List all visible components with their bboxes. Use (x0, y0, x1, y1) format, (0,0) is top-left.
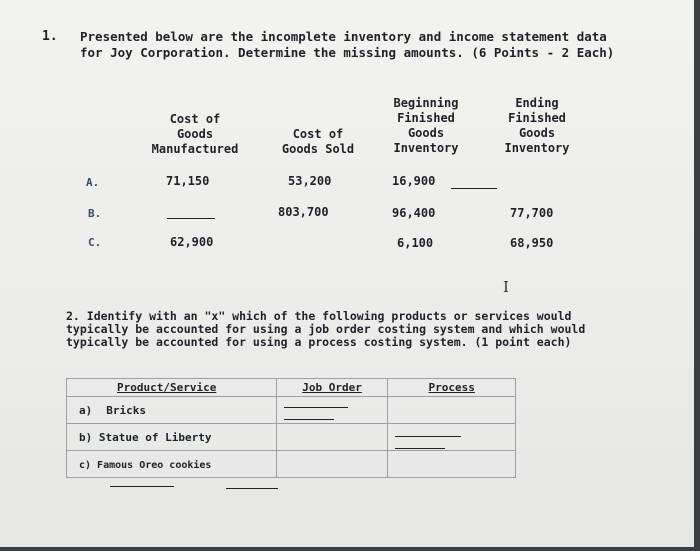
row-c-label: C. (88, 236, 102, 249)
header-cost-of-goods-sold: Cost of Goods Sold (281, 127, 355, 156)
column-header-job-order: Job Order (302, 381, 362, 394)
statue-answer-line (395, 436, 461, 437)
row-a-cogm: 71,150 (166, 174, 210, 188)
bricks-answer-line (284, 407, 348, 408)
question-2-line-1: 2. Identify with an "x" which of the following products or services would (66, 309, 572, 323)
question-1-number: 1. (42, 29, 58, 44)
oreo-answer-line (110, 486, 174, 487)
row-item-bricks: Bricks (106, 403, 146, 417)
row-a-beg: 16,900 (392, 174, 436, 188)
table-header-row (67, 379, 516, 397)
oreo-job-order-cell[interactable] (276, 451, 388, 478)
statue-process-cell[interactable] (388, 424, 516, 451)
oreo-answer-line-2 (226, 488, 278, 489)
question-1-line-1: Presented below are the incomplete inventory and income statement data (80, 29, 607, 44)
bricks-answer-line-2 (284, 419, 334, 420)
product-classification-table (66, 378, 516, 478)
row-c-beg: 6,100 (397, 236, 434, 250)
row-item-oreo-cookies: c) Famous Oreo cookies (79, 459, 212, 471)
header-beginning-finished-goods-inventory: Beginning Finished Goods Inventory (393, 96, 459, 155)
row-item-statue-of-liberty: b) Statue of Liberty (79, 430, 212, 444)
column-header-product-service: Product/Service (117, 381, 217, 394)
question-2-line-3: typically be accounted for using a process costing system. (1 point each) (66, 335, 572, 349)
row-a-marker: a) (79, 403, 93, 417)
row-b-beg: 96,400 (392, 206, 436, 220)
text-cursor-icon: I (503, 278, 509, 296)
table-row (67, 451, 516, 478)
oreo-process-cell[interactable] (388, 451, 516, 478)
question-1-line-2: for Joy Corporation. Determine the missing amounts. (6 Points - 2 Each) (80, 45, 615, 60)
row-b-end: 77,700 (510, 206, 554, 220)
column-header-process: Process (428, 381, 475, 394)
question-2-line-2: typically be accounted for using a job order costing system and which would (66, 322, 586, 336)
bricks-process-cell[interactable] (388, 397, 516, 424)
row-a-end-blank[interactable] (451, 188, 497, 189)
row-c-cogm: 62,900 (170, 235, 214, 249)
row-b-cogm-blank[interactable] (167, 218, 215, 219)
row-c-end: 68,950 (510, 236, 554, 250)
row-b-label: B. (88, 207, 102, 220)
statue-job-order-cell[interactable] (276, 424, 388, 451)
header-ending-finished-goods-inventory: Ending Finished Goods Inventory (504, 96, 570, 155)
table-row (67, 424, 516, 451)
header-cost-of-goods-manufactured: Cost of Goods Manufactured (151, 112, 239, 156)
row-b-cogs: 803,700 (278, 205, 329, 219)
row-a-label: A. (86, 176, 100, 189)
statue-answer-line-2 (395, 448, 445, 449)
row-a-cogs: 53,200 (288, 174, 332, 188)
